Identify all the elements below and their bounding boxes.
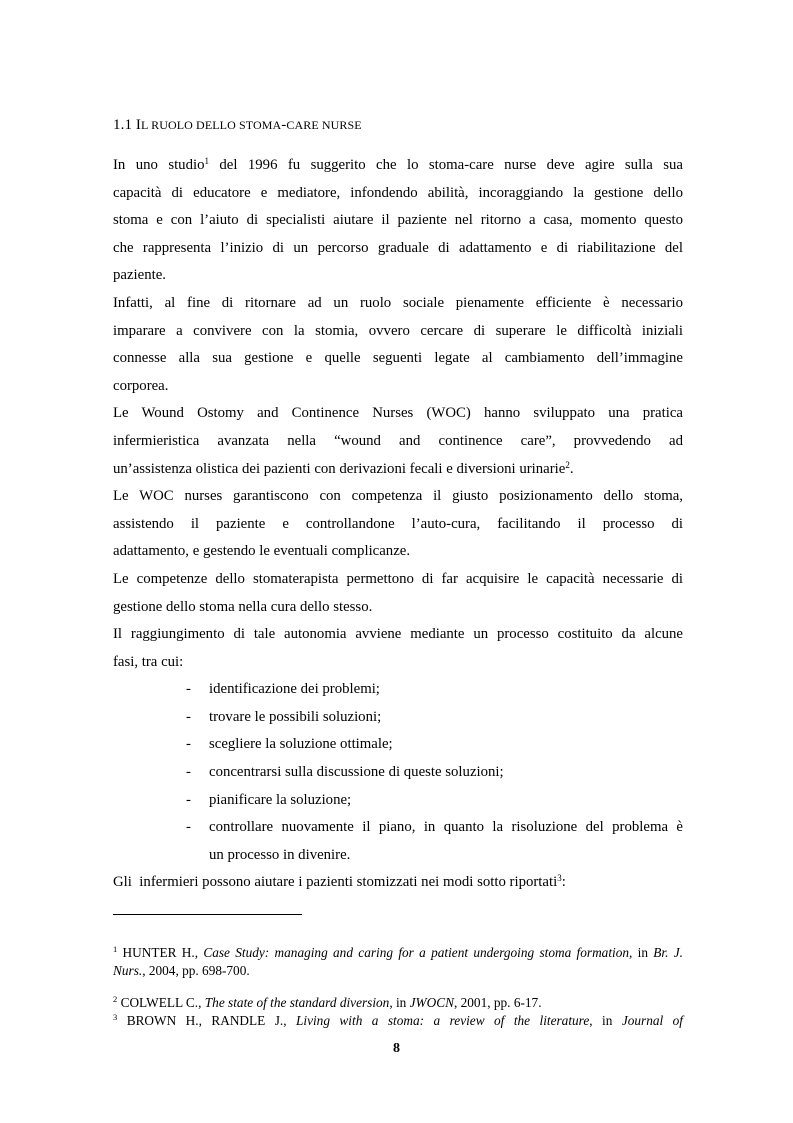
heading-initial: I: [135, 117, 142, 133]
footnote-author: BROWN H., RANDLE J.,: [117, 1013, 296, 1028]
section-heading: [113, 117, 362, 134]
footnote-journal: JWOCN: [409, 995, 454, 1010]
list-item: [113, 759, 683, 787]
footnote-1: [113, 944, 683, 980]
body-text: [113, 152, 683, 897]
footnote-author: COLWELL C.,: [117, 995, 205, 1010]
section-number: 1.1: [113, 117, 133, 133]
heading-hyphen: -: [281, 117, 287, 133]
text-span: , in: [589, 1013, 622, 1028]
list-item-text: trovare le possibili soluzioni;: [209, 708, 382, 725]
list-item-text: pianificare la soluzione;: [209, 791, 352, 808]
list-item-text: controllare nuovamente il piano, in quanto la risoluzione del problema è: [209, 819, 683, 836]
footnote-gap: [113, 980, 683, 994]
footnote-ref-1[interactable]: 1: [204, 156, 209, 166]
closing-line: [113, 869, 683, 897]
dash-bullet: -: [186, 736, 191, 753]
dash-bullet: -: [186, 764, 191, 781]
footnotes: [113, 944, 683, 1030]
paragraph-line: paziente.: [113, 267, 166, 284]
text-span: un’assistenza olistica dei pazienti con derivazioni fecali e diversioni urinarie: [113, 460, 566, 477]
paragraph-line: capacità di educatore e mediatore, infondendo abilità, incoraggiando la gestione dello: [113, 184, 683, 201]
footnote-number: 3: [113, 1012, 118, 1022]
paragraph-line: infermieristica avanzata nella “wound and continence care”, provvedendo ad: [113, 432, 683, 449]
footnote-ref-3[interactable]: 3: [557, 873, 562, 884]
text-span: :: [561, 874, 566, 891]
paragraph-line: stoma e con l’aiuto di specialisti aiutare il paziente nel ritorno a casa, momento questo: [113, 212, 683, 229]
paragraph-line: corporea.: [113, 377, 169, 394]
footnote-separator: [113, 914, 302, 915]
heading-smallcaps-c: C: [286, 118, 295, 132]
paragraph-line: Il raggiungimento di tale autonomia avviene mediante un processo costituito da alcune: [113, 626, 683, 643]
text-span: del 1996 fu suggerito che lo stoma-care nurse deve agire sulla sua: [209, 157, 683, 173]
text-span: , 2004, pp. 698-700.: [142, 963, 250, 978]
dash-bullet: -: [186, 791, 191, 808]
page-number: 8: [393, 1041, 400, 1056]
paragraph-line: Le WOC nurses garantiscono con competenza il giusto posizionamento dello stoma,: [113, 488, 683, 505]
footnote-number: 2: [113, 994, 118, 1004]
footnote-title: Living with a stoma: a review of the literature: [296, 1013, 590, 1028]
list-item-text: concentrarsi sulla discussione di queste soluzioni;: [209, 764, 504, 781]
text-span: , in: [389, 995, 410, 1010]
paragraph-line: gestione dello stoma nella cura dello stesso.: [113, 598, 373, 615]
bullet-list: [113, 676, 683, 869]
dash-bullet: -: [186, 708, 191, 725]
footnote-author: HUNTER H.,: [117, 945, 204, 960]
list-item-text: scegliere la soluzione ottimale;: [209, 736, 393, 753]
footnote-2: [113, 994, 683, 1012]
paragraph-line: Infatti, al fine di ritornare ad un ruolo sociale pienamente efficiente è necessario: [113, 294, 683, 311]
footnote-ref-2[interactable]: 2: [565, 459, 570, 470]
dash-bullet: -: [186, 681, 191, 698]
footnote-journal: Br. J. Nurs.: [113, 945, 683, 978]
text-span: in: [632, 945, 654, 960]
text-span: In uno studio: [113, 157, 205, 173]
footnote-journal: Journal of: [621, 1013, 683, 1028]
paragraph-line: [113, 152, 683, 180]
list-item: [113, 731, 683, 759]
list-item-text: identificazione dei problemi;: [209, 681, 380, 698]
footnote-3: [113, 1012, 683, 1030]
paragraph-line: imparare a convivere con la stomia, ovvero cercare di superare le difficoltà iniziali: [113, 322, 683, 339]
paragraph-line: che rappresenta l’inizio di un percorso graduale di adattamento e di riabilitazione del: [113, 239, 683, 256]
text-span: Gli infermieri possono aiutare i pazienti stomizzati nei modi sotto riportati: [113, 874, 558, 891]
paragraph-line: assistendo il paziente e controllandone l’auto-cura, facilitando il processo di: [113, 515, 683, 532]
dash-bullet: -: [186, 819, 191, 836]
list-item: [113, 676, 683, 704]
paragraph-line: fasi, tra cui:: [113, 653, 184, 670]
text-span: , 2001, pp. 6-17.: [453, 995, 542, 1010]
paragraph-line: Le competenze dello stomaterapista permettono di far acquisire le capacità necessarie di: [113, 570, 683, 587]
paragraph-line: adattamento, e gestendo le eventuali complicanze.: [113, 543, 411, 560]
paragraph-line: connesse alla sua gestione e quelle seguenti legate al cambiamento dell’immagine: [113, 350, 683, 367]
list-item-text: un processo in divenire.: [209, 846, 351, 863]
list-item: [113, 814, 683, 869]
text-span: .: [569, 460, 574, 477]
footnote-number: 1: [113, 944, 118, 954]
heading-smallcaps-tail: ARE NURSE: [294, 118, 362, 132]
paragraph-line: [113, 456, 683, 484]
heading-smallcaps: L RUOLO DELLO STOMA: [141, 118, 282, 132]
list-item: [113, 787, 683, 815]
footnote-title: The state of the standard diversion: [204, 995, 390, 1010]
footnote-title: Case Study: managing and caring for a patient undergoing stoma formation,: [203, 945, 633, 960]
paragraph-line: Le Wound Ostomy and Continence Nurses (WOC) hanno sviluppato una pratica: [113, 405, 683, 422]
list-item: [113, 704, 683, 732]
